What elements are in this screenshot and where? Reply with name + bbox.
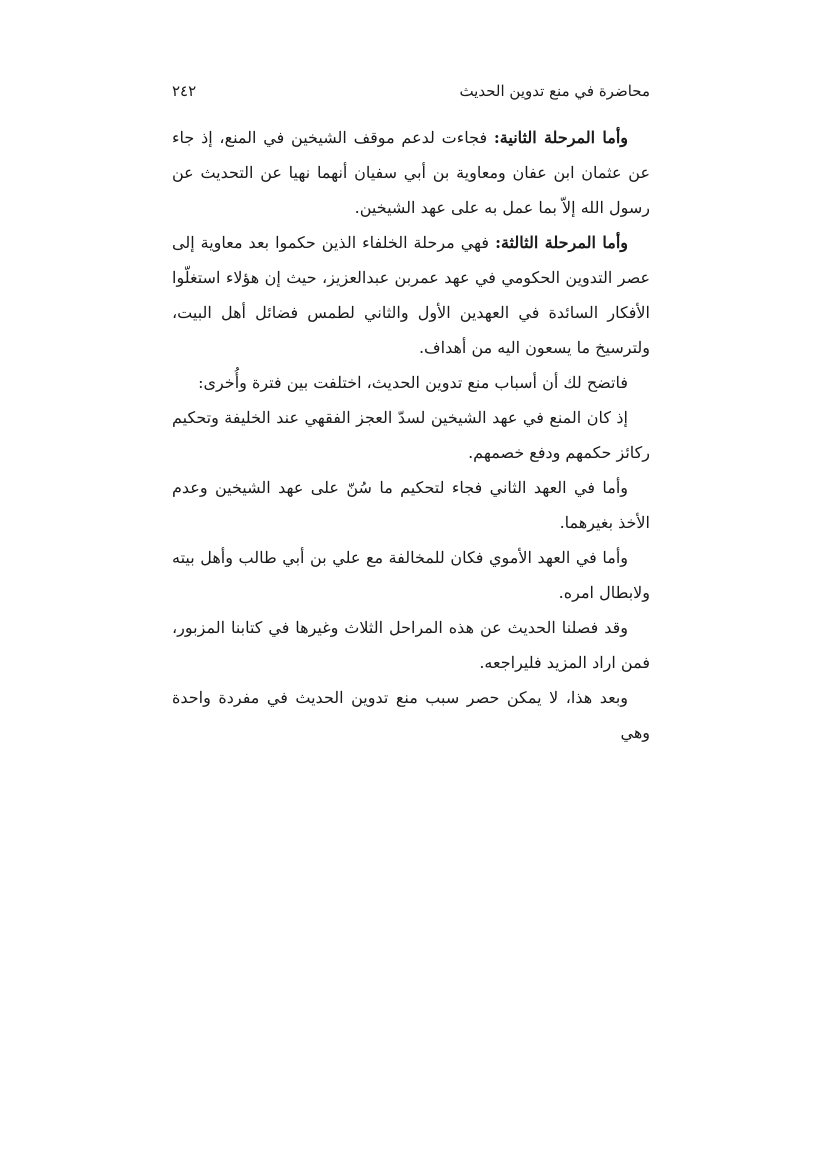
paragraph-reference <box>172 610 650 680</box>
paragraph-text: فاتضح لك أن أسباب منع تدوين الحديث، اختلفت بين فترة وأُخرى: <box>198 373 628 392</box>
paragraph-text: إذ كان المنع في عهد الشيخين لسدّ العجز الفقهي عند الخليفة وتحكيم ركائز حكمهم ودفع خصمهم. <box>172 408 650 462</box>
paragraph-second-era <box>172 470 650 540</box>
paragraph-umayyad-era <box>172 540 650 610</box>
paragraph-text: وأما في العهد الثاني فجاء لتحكيم ما سُنّ على عهد الشيخين وعدم الأخذ بغيرهما. <box>172 478 650 532</box>
body-text <box>172 120 650 750</box>
paragraph-text: فهي مرحلة الخلفاء الذين حكموا بعد معاوية إلى عصر التدوين الحكومي في عهد عمربن عبدالعزيز، حيث إن هؤلاء استغلّوا الأفكار السائدة في العهدين الأول والثاني لطمس فضائل أهل البيت، ولترسيخ ما يسعون اليه من أهداف. <box>172 233 650 357</box>
paragraph-heading: وأما المرحلة الثالثة: <box>495 233 628 252</box>
running-title: محاضرة في منع تدوين الحديث <box>459 82 650 100</box>
paragraph-text: وقد فصلنا الحديث عن هذه المراحل الثلاث وغيرها في كتابنا المزبور، فمن اراد المزيد فليراجعه. <box>172 618 650 672</box>
paragraph-first-era <box>172 400 650 470</box>
page-number: ٢٤٢ <box>172 82 197 100</box>
paragraph-text: وبعد هذا، لا يمكن حصر سبب منع تدوين الحديث في مفردة واحدة وهي <box>172 688 650 742</box>
paragraph-conclusion <box>172 680 650 750</box>
paragraph-heading: وأما المرحلة الثانية: <box>493 128 628 147</box>
paragraph-stage-two <box>172 120 650 225</box>
paragraph-text: وأما في العهد الأموي فكان للمخالفة مع علي بن أبي طالب وأهل بيته ولابطال امره. <box>172 548 650 602</box>
paragraph-text: فجاءت لدعم موقف الشيخين في المنع، إذ جاء عن عثمان ابن عفان ومعاوية بن أبي سفيان أنهما نهيا عن التحديث عن رسول الله إلاّ بما عمل به على عهد الشيخين. <box>172 128 650 217</box>
paragraph-stage-three <box>172 225 650 365</box>
page-header <box>172 82 650 108</box>
paragraph-summary <box>172 365 650 400</box>
